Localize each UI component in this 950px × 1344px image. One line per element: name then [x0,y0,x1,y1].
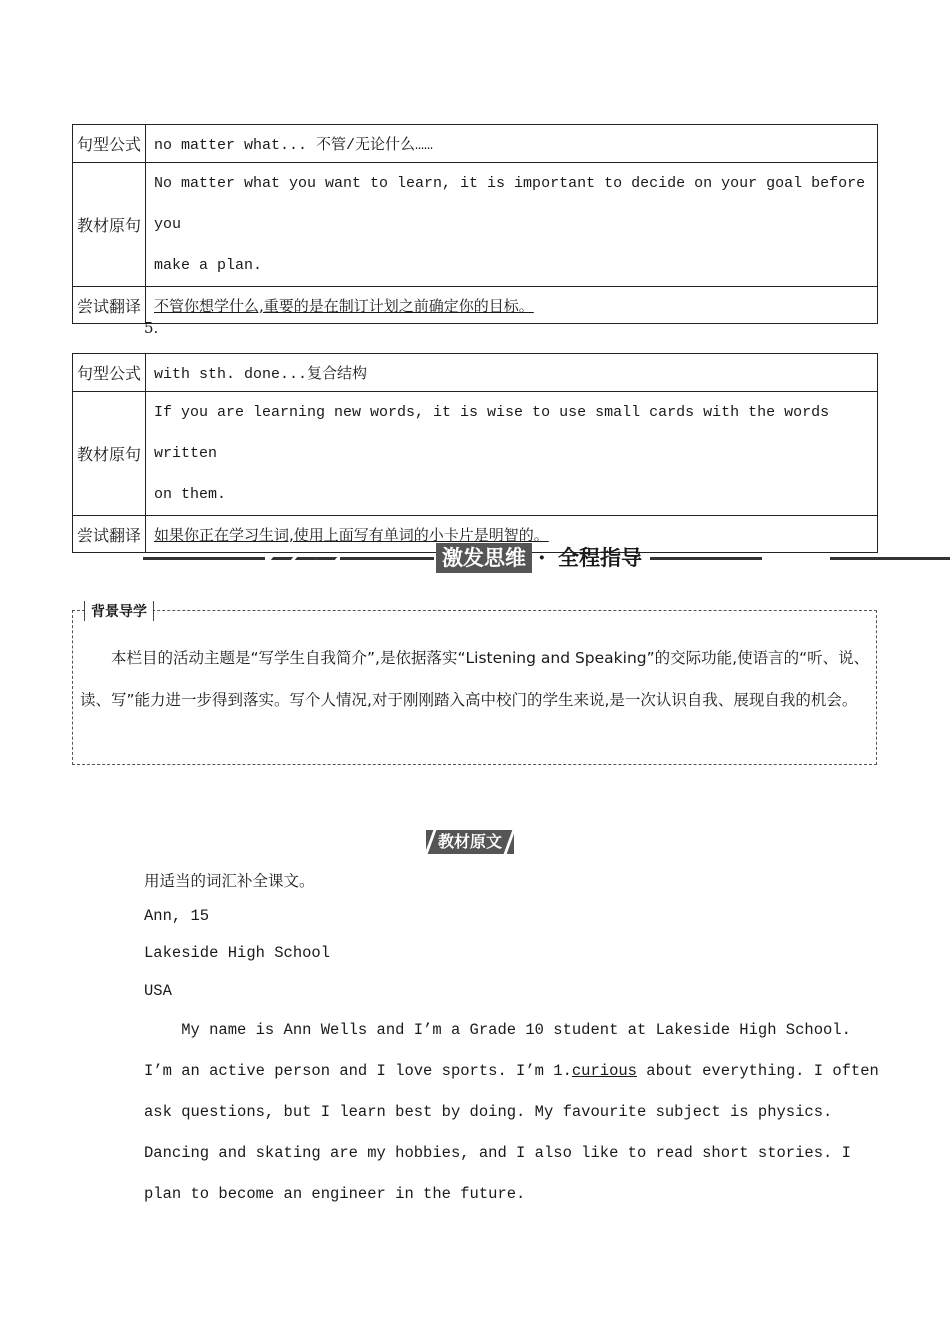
passage-line: My name is Ann Wells and I’m a Grade 10 student at Lakeside High School. [144,1021,851,1039]
background-tag: 背景导学 [84,601,154,621]
banner-dash [315,557,338,560]
passage-line: plan to become an engineer in the future. [144,1185,526,1203]
banner-rule [143,557,265,560]
row-key: 尝试翻译 [73,287,146,324]
row-key: 教材原句 [73,163,146,287]
sentence-table-2 [72,353,878,553]
row-value-line: on them. [154,486,227,503]
passage-text: I’m an active person and I love sports. I’m 1. [144,1062,572,1080]
banner-dot: · [538,545,546,571]
school-line: Lakeside High School [144,944,331,962]
tag-slash [504,830,516,854]
row-key: 教材原句 [73,392,146,516]
passage-line: ask questions, but I learn best by doing. My favourite subject is physics. [144,1103,833,1121]
row-key: 尝试翻译 [73,516,146,553]
passage-text: about everything. I often [637,1062,879,1080]
item-number: 5. [144,319,159,337]
banner-title-right: 全程指导 [558,546,642,570]
original-text-tag-label: 教材原文 [438,832,503,851]
passage-line [144,1051,879,1092]
banner-rule [340,557,434,560]
row-key: 句型公式 [73,354,146,392]
tag-slash [425,830,437,854]
name-line: Ann, 15 [144,907,210,925]
passage-line: Dancing and skating are my hobbies, and I also like to read short stories. I [144,1144,851,1162]
blank-answer: curious [571,1062,637,1080]
translation-answer: 如果你正在学习生词,使用上面写有单词的小卡片是明智的。 [154,525,549,544]
instruction: 用适当的词汇补全课文。 [144,872,315,890]
translation-answer: 不管你想学什么,重要的是在制订计划之前确定你的目标。 [154,296,534,315]
sentence-table-1 [72,124,878,324]
passage [144,1010,879,1215]
country-line: USA [144,982,172,1000]
row-value: with sth. done...复合结构 [146,354,878,392]
banner-title-left: 激发思维 [436,543,532,573]
row-key: 句型公式 [73,125,146,163]
row-value: no matter what... 不管/无论什么…… [146,125,878,163]
background-text: 本栏目的活动主题是“写学生自我简介”,是依据落实“Listening and Speaking”的交际功能,使语言的“听、说、读、写”能力进一步得到落实。写个人情况,对于刚刚踏入高中校门的学生来说,是一次认识自我、展现自我的机会。 [80,649,870,709]
section-banner [0,540,950,578]
row-value-line: If you are learning new words, it is wise to use small cards with the words written [154,404,830,462]
banner-dash [271,557,294,560]
original-text-tag [426,830,514,854]
banner-rule [650,557,762,560]
row-value-line: make a plan. [154,257,263,274]
banner-rule [830,557,950,560]
row-value-line: No matter what you want to learn, it is important to decide on your goal before you [154,175,866,233]
